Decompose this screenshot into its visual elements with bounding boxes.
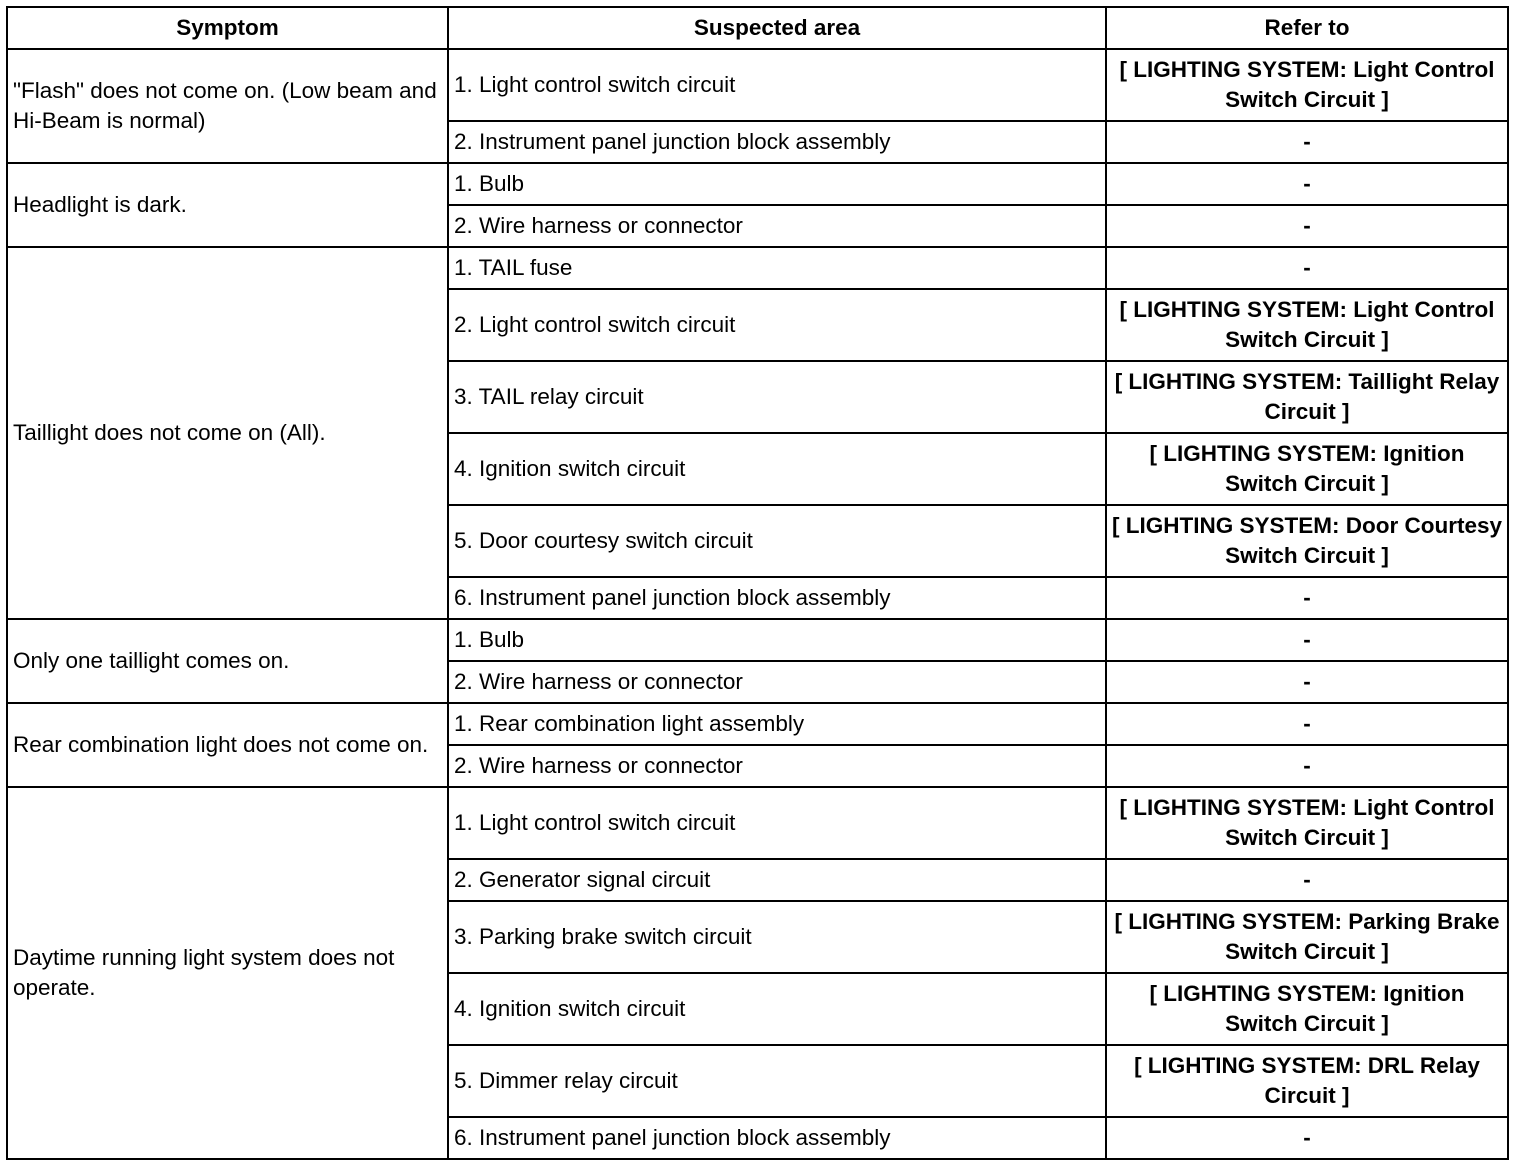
suspected-area-cell: 6. Instrument panel junction block assembly xyxy=(448,577,1106,619)
suspected-area-cell: 1. Bulb xyxy=(448,619,1106,661)
refer-to-cell: - xyxy=(1106,205,1508,247)
suspected-area-cell: 1. Bulb xyxy=(448,163,1106,205)
table-row xyxy=(7,703,1508,745)
table-row xyxy=(7,787,1508,859)
suspected-area-cell: 1. TAIL fuse xyxy=(448,247,1106,289)
suspected-area-cell: 5. Dimmer relay circuit xyxy=(448,1045,1106,1117)
table-row xyxy=(7,247,1508,289)
suspected-area-cell: 6. Instrument panel junction block assembly xyxy=(448,1117,1106,1159)
refer-to-cell: - xyxy=(1106,619,1508,661)
suspected-area-cell: 4. Ignition switch circuit xyxy=(448,433,1106,505)
refer-to-cell: [ LIGHTING SYSTEM: Light Control Switch Circuit ] xyxy=(1106,289,1508,361)
refer-to-cell: - xyxy=(1106,1117,1508,1159)
suspected-area-cell: 1. Rear combination light assembly xyxy=(448,703,1106,745)
suspected-area-cell: 5. Door courtesy switch circuit xyxy=(448,505,1106,577)
header-refer-to: Refer to xyxy=(1106,7,1508,49)
refer-to-cell: - xyxy=(1106,859,1508,901)
refer-to-cell: [ LIGHTING SYSTEM: Light Control Switch Circuit ] xyxy=(1106,787,1508,859)
refer-to-cell: - xyxy=(1106,163,1508,205)
symptom-cell: Only one taillight comes on. xyxy=(7,619,448,703)
suspected-area-cell: 1. Light control switch circuit xyxy=(448,49,1106,121)
header-symptom: Symptom xyxy=(7,7,448,49)
refer-to-cell: [ LIGHTING SYSTEM: Taillight Relay Circuit ] xyxy=(1106,361,1508,433)
refer-to-cell: - xyxy=(1106,703,1508,745)
suspected-area-cell: 3. Parking brake switch circuit xyxy=(448,901,1106,973)
refer-to-cell: [ LIGHTING SYSTEM: Ignition Switch Circuit ] xyxy=(1106,433,1508,505)
refer-to-cell: [ LIGHTING SYSTEM: Parking Brake Switch Circuit ] xyxy=(1106,901,1508,973)
symptom-cell: Headlight is dark. xyxy=(7,163,448,247)
problem-symptoms-table xyxy=(6,6,1509,1160)
table-row xyxy=(7,49,1508,121)
suspected-area-cell: 2. Generator signal circuit xyxy=(448,859,1106,901)
refer-to-cell: [ LIGHTING SYSTEM: Light Control Switch Circuit ] xyxy=(1106,49,1508,121)
symptom-cell: Daytime running light system does not operate. xyxy=(7,787,448,1159)
refer-to-cell: - xyxy=(1106,577,1508,619)
suspected-area-cell: 2. Wire harness or connector xyxy=(448,205,1106,247)
symptom-cell: Rear combination light does not come on. xyxy=(7,703,448,787)
suspected-area-cell: 2. Wire harness or connector xyxy=(448,745,1106,787)
symptom-cell: "Flash" does not come on. (Low beam and Hi-Beam is normal) xyxy=(7,49,448,163)
refer-to-cell: - xyxy=(1106,745,1508,787)
table-row xyxy=(7,163,1508,205)
refer-to-cell: - xyxy=(1106,661,1508,703)
refer-to-cell: [ LIGHTING SYSTEM: DRL Relay Circuit ] xyxy=(1106,1045,1508,1117)
refer-to-cell: - xyxy=(1106,247,1508,289)
table-header-row xyxy=(7,7,1508,49)
header-suspected-area: Suspected area xyxy=(448,7,1106,49)
suspected-area-cell: 1. Light control switch circuit xyxy=(448,787,1106,859)
suspected-area-cell: 2. Instrument panel junction block assembly xyxy=(448,121,1106,163)
refer-to-cell: [ LIGHTING SYSTEM: Door Courtesy Switch Circuit ] xyxy=(1106,505,1508,577)
refer-to-cell: - xyxy=(1106,121,1508,163)
suspected-area-cell: 3. TAIL relay circuit xyxy=(448,361,1106,433)
suspected-area-cell: 2. Light control switch circuit xyxy=(448,289,1106,361)
symptom-cell: Taillight does not come on (All). xyxy=(7,247,448,619)
suspected-area-cell: 4. Ignition switch circuit xyxy=(448,973,1106,1045)
suspected-area-cell: 2. Wire harness or connector xyxy=(448,661,1106,703)
table-row xyxy=(7,619,1508,661)
refer-to-cell: [ LIGHTING SYSTEM: Ignition Switch Circuit ] xyxy=(1106,973,1508,1045)
